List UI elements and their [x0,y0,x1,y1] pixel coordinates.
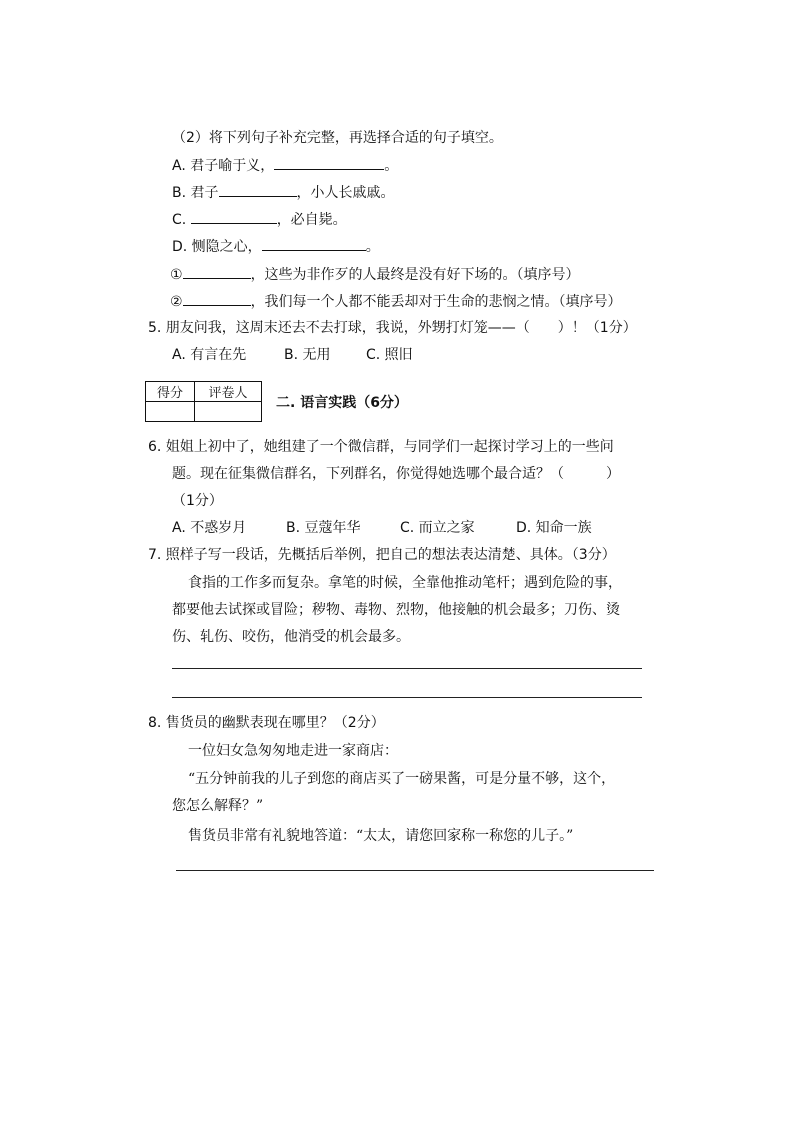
q4-item-c-label: C. [172,212,191,228]
q4-item-b [172,182,395,203]
q4-fill-2-blank[interactable] [183,291,251,306]
q5-option-a[interactable]: A. 有言在先 [172,347,247,363]
q4-item-c-blank[interactable] [191,209,277,224]
q7-passage-line3: 伤、轧伤、咬伤，他消受的机会最多。 [172,629,410,645]
q8-para-1: 一位妇女急匆匆地走进一家商店： [188,743,398,759]
q6-stem-line2: 题。现在征集微信群名，下列群名，你觉得她选哪个最合适？（ ） [172,466,620,482]
q8-stem: 8. 售货员的幽默表现在哪里？（2分） [148,715,385,731]
q4-item-a [172,155,398,176]
score-header: 得分 [146,382,195,402]
q6-option-d[interactable]: D. 知命一族 [516,520,592,536]
q4-item-b-blank[interactable] [219,182,297,197]
q4-item-a-blank[interactable] [274,155,384,170]
q4-item-b-end: ，小人长戚戚。 [296,185,395,201]
q4-item-b-label: B. 君子 [172,185,219,201]
q5-options [172,345,413,365]
q4-fill-2 [170,291,622,312]
q4-fill-1 [170,264,580,285]
q4-fill-1-blank[interactable] [183,264,251,279]
q6-option-a[interactable]: A. 不惑岁月 [172,520,247,536]
q4-item-a-label: A. 君子喻于义， [172,158,275,174]
q7-answer-line-1[interactable] [172,668,642,669]
score-cell[interactable] [146,402,195,422]
q4-item-a-end: 。 [384,158,399,174]
q4-item-d [172,236,380,257]
q7-stem: 7. 照样子写一段话，先概括后举例，把自己的想法表达清楚、具体。（3分） [148,547,616,563]
q4-item-d-end: 。 [365,239,380,255]
q4-fill-1-mark: ① [170,267,183,283]
q4-item-c-end: ，必自毙。 [276,212,347,228]
q4-fill-2-text: ，我们每一个人都不能丢却对于生命的悲悯之情。（填序号） [250,294,622,310]
section-2-title: 二. 语言实践（6分） [276,395,408,411]
grader-cell[interactable] [195,402,262,422]
q6-option-c[interactable]: C. 而立之家 [400,520,475,536]
q4-item-d-label: D. 恻隐之心， [172,239,262,255]
q5-option-b[interactable]: B. 无用 [284,347,331,363]
q8-para-3: 您怎么解释？” [172,798,264,814]
q4-fill-2-mark: ② [170,294,183,310]
q8-answer-line[interactable] [176,870,654,871]
grader-header: 评卷人 [195,382,262,402]
q7-passage-line1: 食指的工作多而复杂。拿笔的时候，全靠他推动笔杆；遇到危险的事， [188,575,622,591]
q8-para-4: 售货员非常有礼貌地答道：“太太，请您回家称一称您的儿子。” [188,828,574,844]
q5-stem: 5. 朋友问我，这周末还去不去打球，我说，外甥打灯笼——（ ）！（1分） [148,320,637,336]
q5-option-c[interactable]: C. 照旧 [366,347,413,363]
q4-item-d-blank[interactable] [262,236,366,251]
q4-part2-title: （2）将下列句子补充完整，再选择合适的句子填空。 [172,130,503,146]
q6-stem-line1: 6. 姐姐上初中了，她组建了一个微信群，与同学们一起探讨学习上的一些问 [148,439,614,455]
q8-para-2: “五分钟前我的儿子到您的商店买了一磅果酱，可是分量不够，这个， [188,771,616,787]
q7-answer-line-2[interactable] [172,697,642,698]
q6-stem-line3: （1分） [172,493,223,509]
q4-fill-1-text: ，这些为非作歹的人最终是没有好下场的。（填序号） [250,267,580,283]
q4-item-c [172,209,347,230]
q7-passage-line2: 都要他去试探或冒险；秽物、毒物、烈物，他接触的机会最多；刀伤、烫 [172,602,620,618]
score-box [145,381,262,422]
q6-options [172,518,592,538]
q6-option-b[interactable]: B. 豆蔻年华 [286,520,361,536]
